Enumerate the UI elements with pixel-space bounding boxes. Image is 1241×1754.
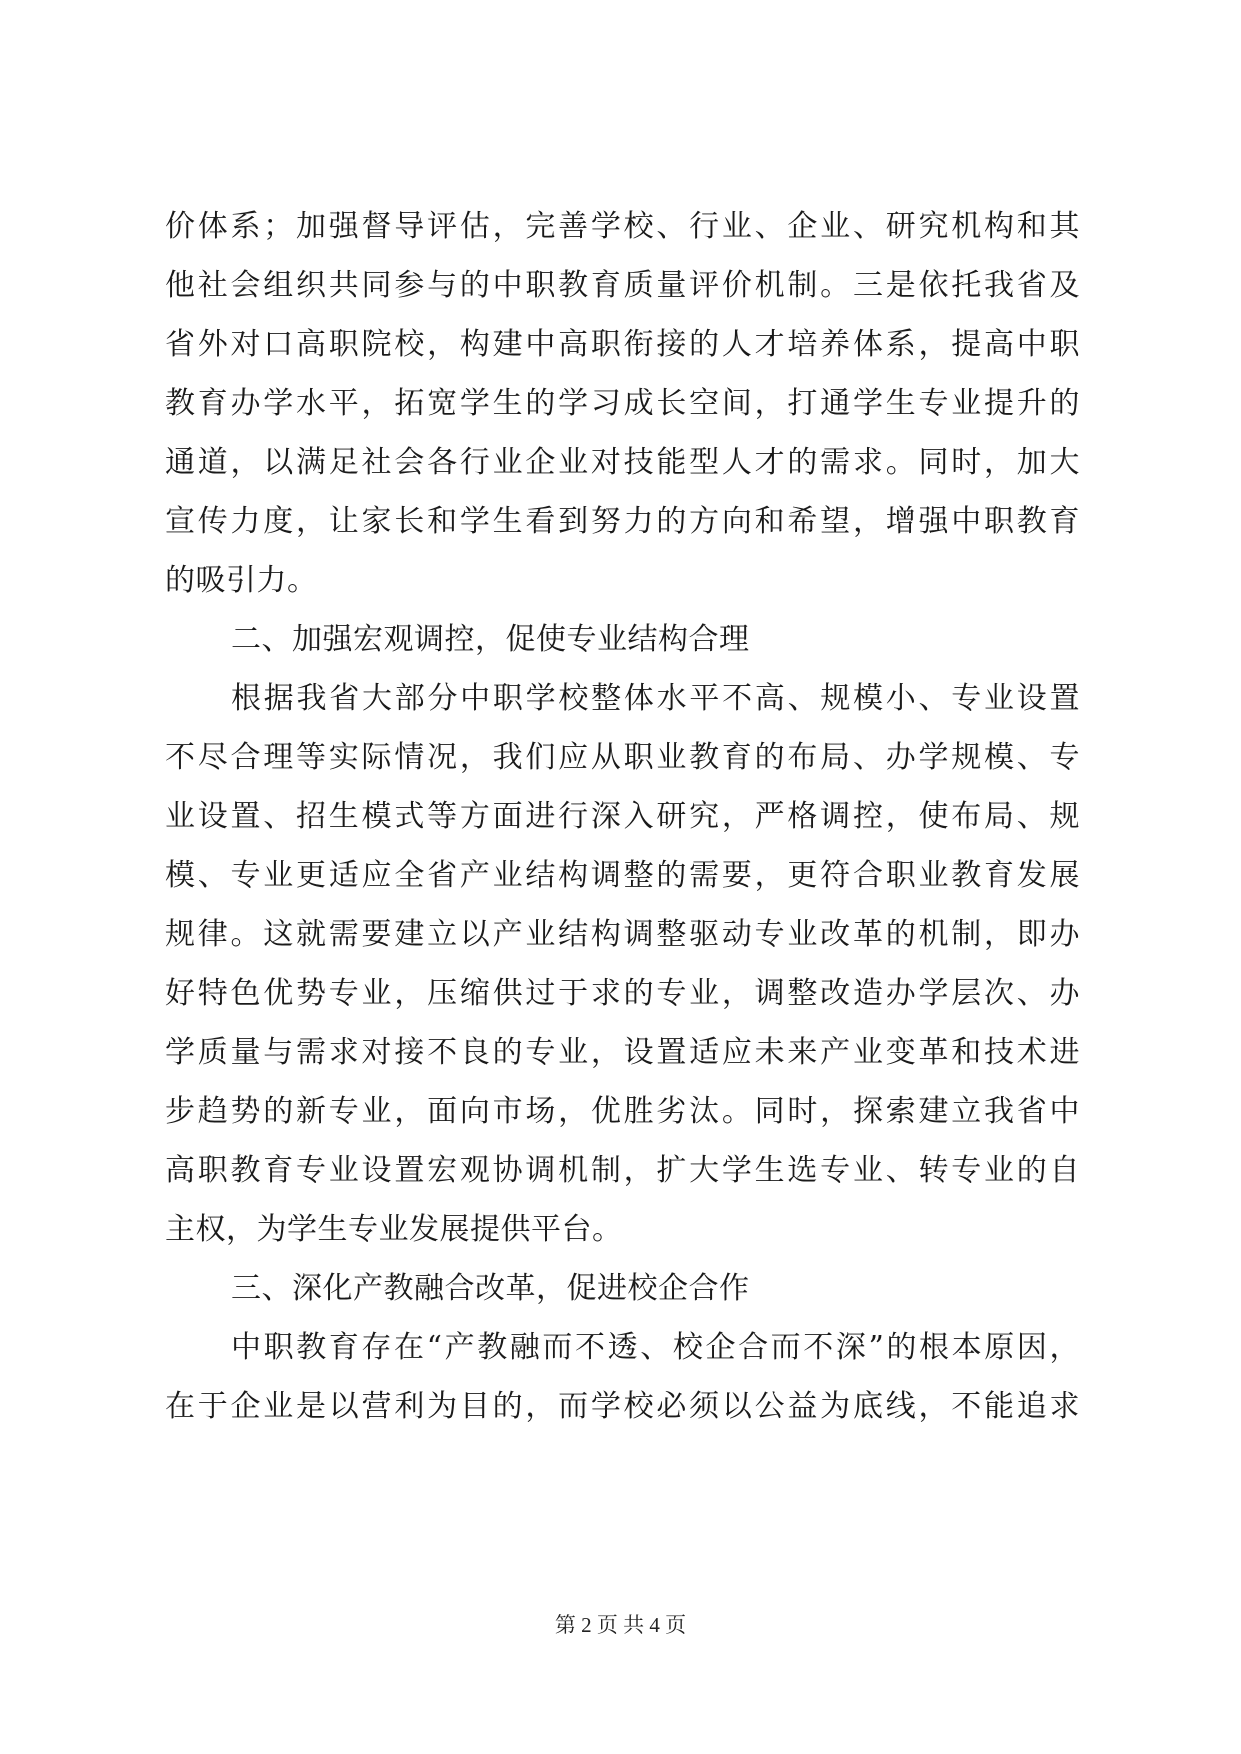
text-line: 业设置、招生模式等方面进行深入研究，严格调控，使布局、规 bbox=[165, 799, 1080, 834]
text-line: 价体系；加强督导评估，完善学校、行业、企业、研究机构和其 bbox=[165, 209, 1080, 244]
text-line: 规律。这就需要建立以产业结构调整驱动专业改革的机制，即办 bbox=[165, 917, 1080, 952]
text-line: 教育办学水平，拓宽学生的学习成长空间，打通学生专业提升的 bbox=[165, 386, 1080, 421]
paragraph-first-line: 中职教育存在“产教融而不透、校企合而不深”的根本原因， bbox=[231, 1330, 1080, 1365]
text-line: 在于企业是以营利为目的，而学校必须以公益为底线，不能追求 bbox=[165, 1389, 1080, 1424]
section-heading: 三、深化产教融合改革，促进校企合作 bbox=[231, 1271, 750, 1306]
text-line: 宣传力度，让家长和学生看到努力的方向和希望，增强中职教育 bbox=[165, 504, 1080, 539]
text-line: 步趋势的新专业，面向市场，优胜劣汰。同时，探索建立我省中 bbox=[165, 1094, 1080, 1129]
paragraph-first-line: 根据我省大部分中职学校整体水平不高、规模小、专业设置 bbox=[231, 681, 1080, 716]
text-line: 高职教育专业设置宏观协调机制，扩大学生选专业、转专业的自 bbox=[165, 1153, 1080, 1188]
section-heading: 二、加强宏观调控，促使专业结构合理 bbox=[231, 622, 750, 657]
text-line: 好特色优势专业，压缩供过于求的专业，调整改造办学层次、办 bbox=[165, 976, 1080, 1011]
text-line: 的吸引力。 bbox=[165, 563, 318, 598]
text-line: 学质量与需求对接不良的专业，设置适应未来产业变革和技术进 bbox=[165, 1035, 1080, 1070]
text-line: 模、专业更适应全省产业结构调整的需要，更符合职业教育发展 bbox=[165, 858, 1080, 893]
text-line: 省外对口高职院校，构建中高职衔接的人才培养体系，提高中职 bbox=[165, 327, 1080, 362]
text-line: 通道，以满足社会各行业企业对技能型人才的需求。同时，加大 bbox=[165, 445, 1080, 480]
text-line: 他社会组织共同参与的中职教育质量评价机制。三是依托我省及 bbox=[165, 268, 1080, 303]
text-line: 主权，为学生专业发展提供平台。 bbox=[165, 1212, 623, 1247]
page-number-footer: 第 2 页 共 4 页 bbox=[554, 1613, 687, 1637]
text-line: 不尽合理等实际情况，我们应从职业教育的布局、办学规模、专 bbox=[165, 740, 1080, 775]
